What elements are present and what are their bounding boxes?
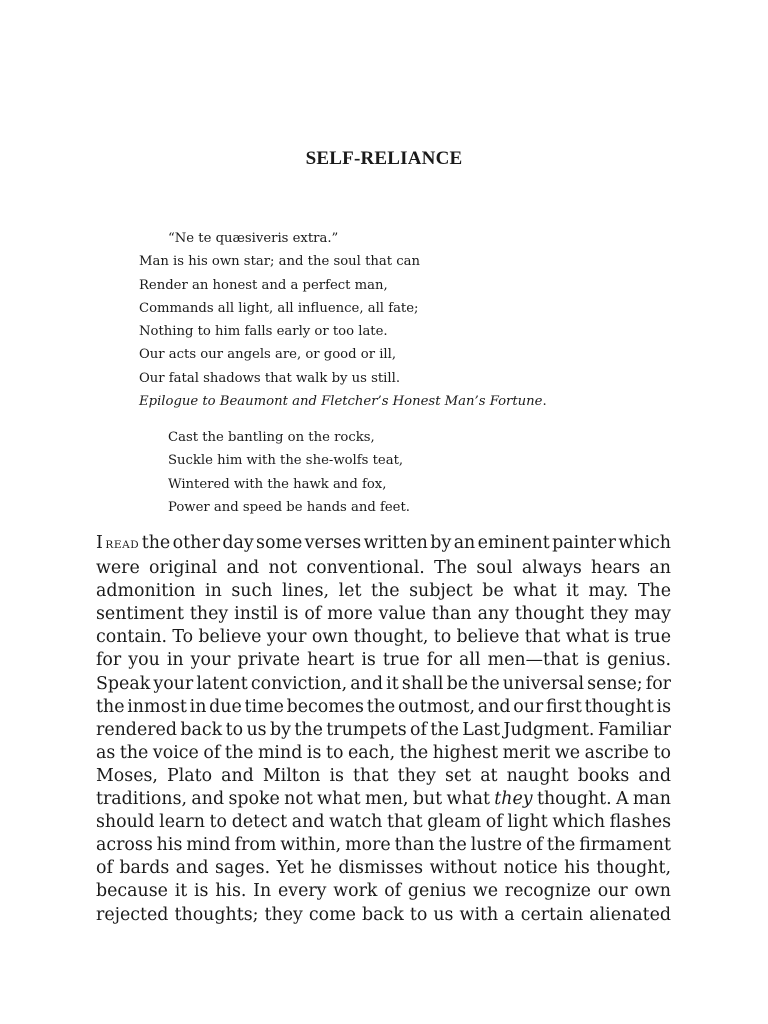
initial-letter: I (96, 533, 103, 553)
attribution-text: Epilogue to Beaumont and Fletcher’s Honest Man’s Fortune (139, 394, 543, 410)
poem-line: Render an honest and a perfect man, (139, 277, 388, 293)
poem-line: Man is his own star; and the soul that can (139, 254, 420, 270)
first-line-text: the other day some verses written by an eminent painter which (139, 533, 672, 553)
text-line: Speak your latent conviction, and it shall be the universal sense; for (96, 673, 671, 694)
text-line: across his mind from within, more than the lustre of the firmament (96, 835, 671, 856)
smallcaps-word: READ (105, 539, 140, 551)
attribution-period: . (542, 394, 547, 410)
text-line: the inmost in due time becomes the outmost, and our first thought is (96, 696, 671, 717)
text-line (96, 788, 671, 811)
text-line: Moses, Plato and Milton is that they set at naught books and (96, 765, 671, 786)
text-line: as the voice of the mind is to each, the highest merit we ascribe to (96, 742, 671, 763)
text-line (96, 532, 671, 557)
epigraph-attribution (139, 390, 547, 413)
epigraph-poem-2 (168, 426, 410, 519)
epigraph-motto: “Ne te quæsiveris extra.” (168, 231, 339, 246)
text-line: because it is his. In every work of genius we recognize our own (96, 881, 671, 902)
text-line: rendered back to us by the trumpets of the Last Judgment. Familiar (96, 719, 671, 740)
body-paragraph (96, 532, 671, 927)
text-line: for you in your private heart is true for all men—that is genius. (96, 650, 671, 671)
text-line: sentiment they instil is of more value than any thought they may (96, 604, 671, 625)
text-line: should learn to detect and watch that gleam of light which flashes (96, 812, 671, 833)
text-line: contain. To believe your own thought, to believe that what is true (96, 627, 671, 648)
emphasized-word: they (494, 789, 533, 810)
poem-line: Cast the bantling on the rocks, (168, 430, 375, 445)
poem-line: Suckle him with the she-wolfs teat, (168, 453, 404, 469)
line-text-before: traditions, and spoke not what men, but what (96, 789, 495, 810)
poem-line: Power and speed be hands and feet. (168, 499, 410, 515)
epigraph-poem-1 (139, 227, 547, 413)
text-line: rejected thoughts; they come back to us with a certain alienated (96, 904, 671, 925)
poem-line: Our fatal shadows that walk by us still. (139, 370, 401, 386)
poem-line: Wintered with the hawk and fox, (168, 476, 387, 492)
text-line: admonition in such lines, let the subject be what it may. The (96, 581, 671, 602)
line-text-after: thought. A man (532, 789, 671, 810)
chapter-title: SELF-RELIANCE (305, 148, 463, 169)
text-line: were original and not conventional. The soul always hears an (96, 558, 671, 579)
poem-line: Nothing to him falls early or too late. (139, 324, 388, 340)
text-line: of bards and sages. Yet he dismisses without notice his thought, (96, 858, 671, 879)
poem-line: Our acts our angels are, or good or ill, (139, 347, 397, 363)
poem-line: Commands all light, all influence, all fate; (139, 300, 419, 316)
